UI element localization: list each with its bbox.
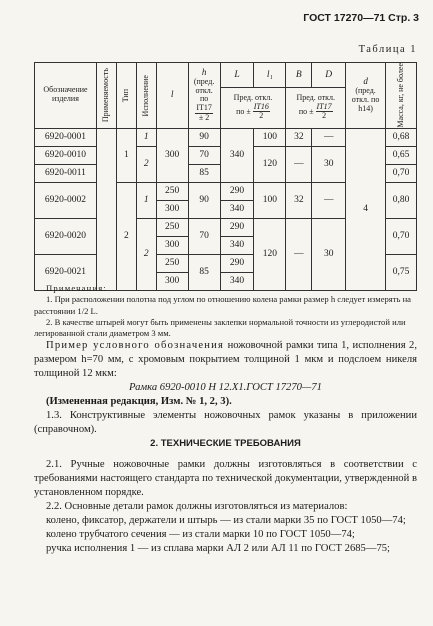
col-l: l [156, 63, 188, 129]
example-heading: Пример условного обозначения [46, 340, 225, 351]
example-block [34, 339, 417, 437]
col-h: h (пред. откл. по IT17 ± 2 [188, 63, 220, 129]
section-2-body [34, 458, 417, 556]
note-1: 1. При расположении полотна под углом по отношению колена рамки размер h следует измерять на расстоянии 1/2 L. [34, 294, 411, 316]
clause-2-2: 2.2. Основные детали рамок должны изготовляться из материалов: [46, 500, 348, 512]
example-designation: Рамка 6920-0010 Н 12.Х1.ГОСТ 17270—71 [129, 381, 322, 393]
notes-block [34, 283, 417, 340]
table-row: 6920-0010 2 70 120 — 30 0,65 [35, 146, 417, 164]
table-row: 300 340 [35, 236, 417, 254]
spec-table [34, 62, 417, 291]
col-execution: Исполнение [136, 63, 156, 129]
col-D: D [312, 63, 346, 88]
col-B: B [286, 63, 312, 88]
table-row: 6920-0011 85 0,70 [35, 164, 417, 182]
material-3: ручка исполнения 1 — из сплава марки АЛ 2 или АЛ 11 по ГОСТ 2685—75; [46, 542, 390, 554]
example-text: ножовочной рамки типа 1, исполнения 2, размером h=70 мм, с хромовым покрытием толщиной 1 мкм и подслоем никеля толщиной 12 мкм: [34, 340, 417, 379]
col-d: d (пред. откл. по h14) [346, 63, 386, 129]
tol-L: Пред. откл. по ± $\frac{IT16}{2}$ [220, 87, 286, 128]
clause-1-3: 1.3. Конструктивные элементы ножовочных рамок указаны в приложении (справочном). [34, 409, 417, 435]
col-mass: Масса, кг, не более [386, 63, 417, 129]
table-row: 300 340 [35, 200, 417, 218]
col-application: Применяемость [96, 63, 116, 129]
clause-2-1: 2.1. Ручные ножовочные рамки должны изготовляться в соответствии с требованиями настоящего стандарта по технической документации, утвержденной в установленном порядке. [34, 459, 417, 498]
col-type: Тип [116, 63, 136, 129]
table-row: 6920-0001 1 1 300 90 340 100 32 — 4 0,68 [35, 128, 417, 146]
note-2: 2. В качестве штырей могут быть применены заклепки нормальной точности из углеродистой или легированной стали диаметром 3 мм. [34, 317, 406, 339]
table-row: 300 340 [35, 272, 417, 290]
table-row: 6920-0021 250 85 290 0,75 [35, 254, 417, 272]
col-designation: Обозначение изделия [35, 63, 97, 129]
material-2: колено трубчатого сечения — из стали марки 10 по ГОСТ 1050—74; [46, 528, 355, 540]
page-header: ГОСТ 17270—71 Стр. 3 [303, 12, 419, 24]
table-row: 6920-0020 2 250 70 290 120 — 30 0,70 [35, 218, 417, 236]
material-1: колено, фиксатор, держатели и штырь — из стали марки 35 по ГОСТ 1050—74; [46, 514, 406, 526]
col-L: L [220, 63, 254, 88]
col-l1: l₁ [254, 63, 286, 88]
table-title: Таблица 1 [358, 44, 417, 55]
table-row: 6920-0002 2 1 250 90 290 100 32 — 0,80 [35, 182, 417, 200]
notes-title: Примечания: [46, 283, 108, 293]
section-2-title: 2. ТЕХНИЧЕСКИЕ ТРЕБОВАНИЯ [150, 438, 301, 449]
tol-B: Пред. откл. по ± $\frac{IT17}{2}$ [286, 87, 346, 128]
edit-note: (Измененная редакция, Изм. № 1, 2, 3). [46, 395, 232, 407]
